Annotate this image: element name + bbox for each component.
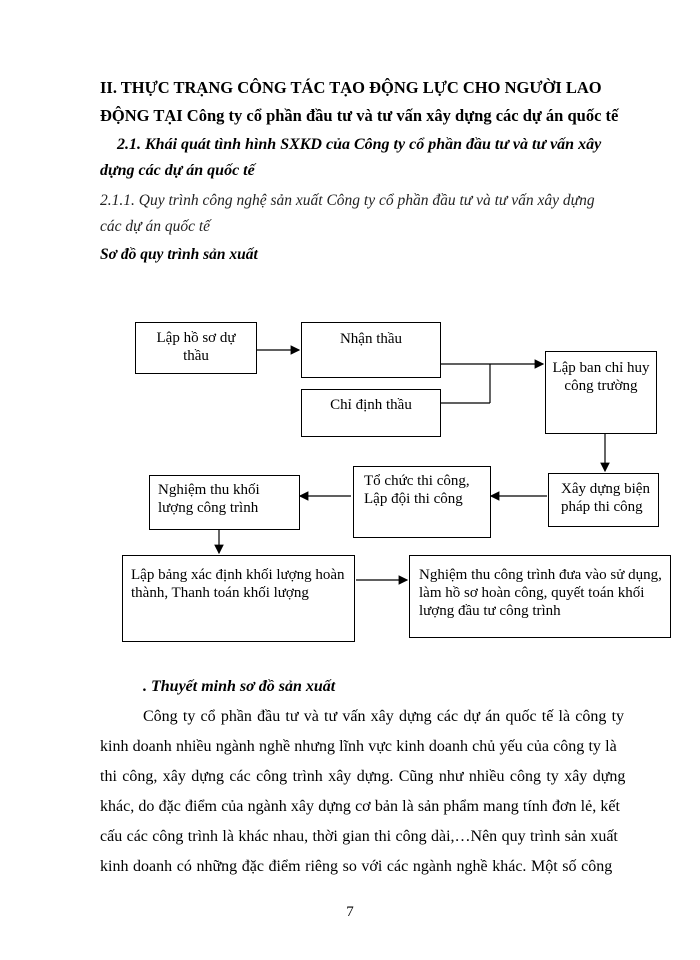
heading-2-1-1-line2: các dự án quốc tế (100, 218, 211, 235)
box-nghiem-thu-cong-trinh: Nghiệm thu công trình đưa vào sử dụng, làm hồ sơ hoàn công, quyết toán khối lượng đầu tư công trình (409, 555, 671, 638)
heading-2-1-1-line1: 2.1.1. Quy trình công nghệ sản xuất Công ty cổ phần đầu tư và tư vấn xây dựng (100, 192, 595, 209)
box-lap-ban-chi-huy: Lập ban chỉ huy công trường (545, 351, 657, 434)
heading-caps-part: ĐỘNG TẠI (100, 106, 183, 125)
box-chi-dinh-thau: Chỉ định thầu (301, 389, 441, 437)
box-lap-bang-xac-dinh: Lập bảng xác định khối lượng hoàn thành, Thanh toán khối lượng (122, 555, 355, 642)
paragraph-line: khác, do đặc điểm của ngành xây dựng cơ bản là sản phẩm mang tính đơn lẻ, kết (100, 798, 620, 815)
diagram-title: Sơ đồ quy trình sản xuất (100, 246, 258, 263)
box-to-chuc-thi-cong: Tổ chức thi công, Lập đội thi công (353, 466, 491, 538)
paragraph-line: kinh doanh có những đặc điểm riêng so với các ngành nghề khác. Một số công (100, 858, 613, 875)
box-xay-dung-bien-phap: Xây dựng biện pháp thi công (548, 473, 659, 527)
paragraph-line: thi công, xây dựng các công trình xây dựng. Cũng như nhiều công ty xây dựng (100, 768, 626, 785)
paragraph-line: kinh doanh nhiều ngành nghề nhưng lĩnh vực kinh doanh chủ yếu của công ty là (100, 738, 617, 755)
box-nghiem-thu-khoi-luong: Nghiệm thu khối lượng công trình (149, 475, 300, 530)
heading-2-1-line1: 2.1. Khái quát tình hình SXKD của Công ty cổ phần đầu tư và tư vấn xây (117, 136, 602, 153)
heading-company-part: Công ty cổ phần đầu tư và tư vấn xây dựng các dự án quốc tế (186, 106, 619, 125)
paragraph-line: Công ty cổ phần đầu tư và tư vấn xây dựng các dự án quốc tế là công ty (143, 708, 625, 725)
page-number: 7 (346, 904, 354, 920)
explanation-title: . Thuyết minh sơ đồ sản xuất (143, 678, 336, 695)
heading-2-1-line2: dựng các dự án quốc tế (100, 162, 255, 179)
box-lap-ho-so-du-thau: Lập hồ sơ dự thầu (135, 322, 257, 374)
paragraph-line: cấu các công trình là khác nhau, thời gian thi công dài,…Nên quy trình sản xuất (100, 828, 618, 845)
heading-section-ii-line1: II. THỰC TRẠNG CÔNG TÁC TẠO ĐỘNG LỰC CHO NGƯỜI LAO (100, 78, 602, 97)
box-nhan-thau: Nhận thầu (301, 322, 441, 378)
